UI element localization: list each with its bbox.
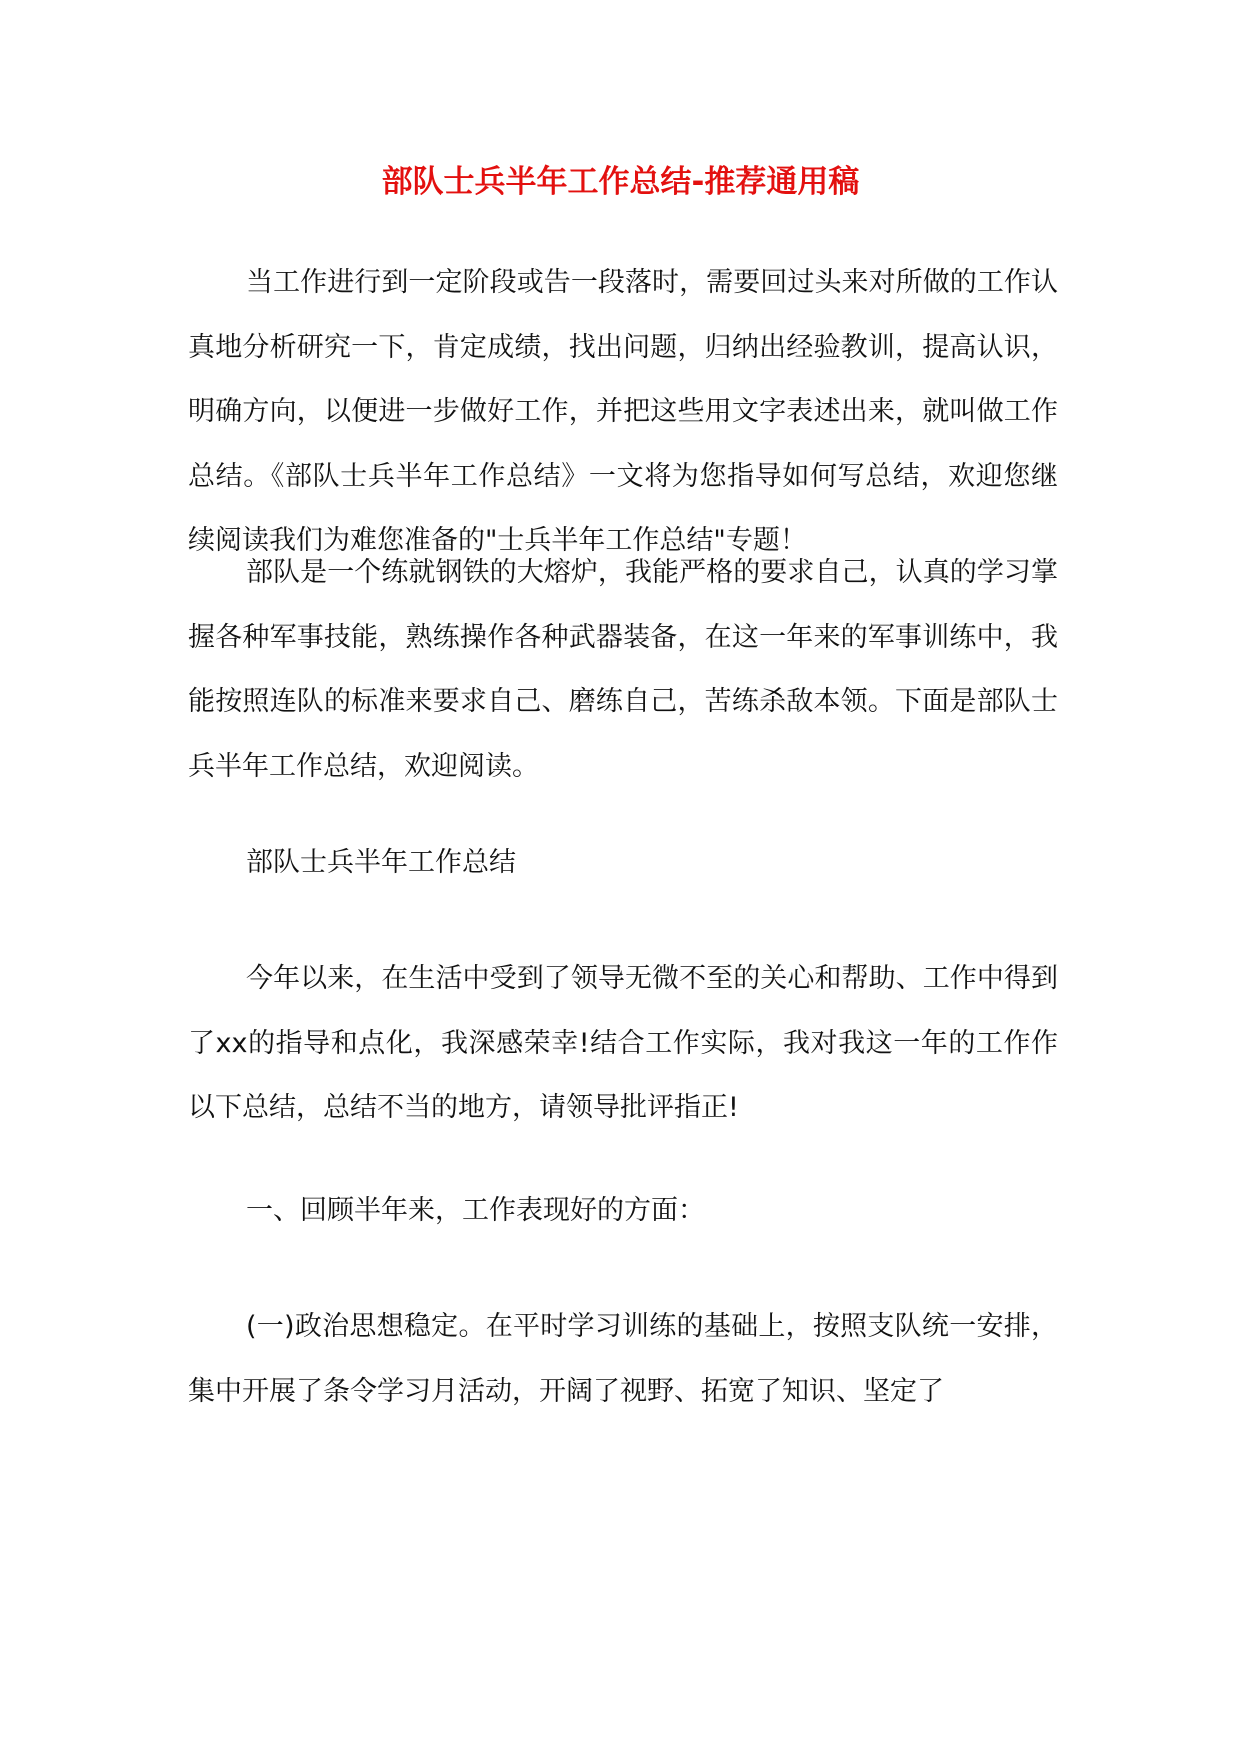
section-one-heading: 一、回顾半年来，工作表现好的方面：	[246, 1195, 705, 1226]
document-title: 部队士兵半年工作总结-推荐通用稿	[381, 164, 860, 200]
intro-paragraph: 当工作进行到一定阶段或告一段落时，需要回过头来对所做的工作认真地分析研究一下，肯定成绩，找出问题，归纳出经验教训，提高认识，明确方向，以便进一步做好工作，并把这些用文字表述出来，就叫做工作总结。《部队士兵半年工作总结》一文将为您指导如何写总结，欢迎您继续阅读我们为难您准备的"士兵半年工作总结"专题！	[188, 267, 1058, 557]
section-one-item-one: (一)政治思想稳定。在平时学习训练的基础上，按照支队统一安排，集中开展了条令学习月活动，开阔了视野、拓宽了知识、坚定了	[188, 1311, 1058, 1407]
opening-paragraph: 今年以来，在生活中受到了领导无微不至的关心和帮助、工作中得到了xx的指导和点化，我深感荣幸!结合工作实际，我对我这一年的工作作以下总结，总结不当的地方，请领导批评指正!	[188, 963, 1058, 1124]
preface-paragraph: 部队是一个练就钢铁的大熔炉，我能严格的要求自己，认真的学习掌握各种军事技能，熟练操作各种武器装备，在这一年来的军事训练中，我能按照连队的标准来要求自己、磨练自己，苦练杀敌本领。下面是部队士兵半年工作总结，欢迎阅读。	[188, 557, 1058, 782]
subtitle-heading: 部队士兵半年工作总结	[246, 847, 516, 878]
